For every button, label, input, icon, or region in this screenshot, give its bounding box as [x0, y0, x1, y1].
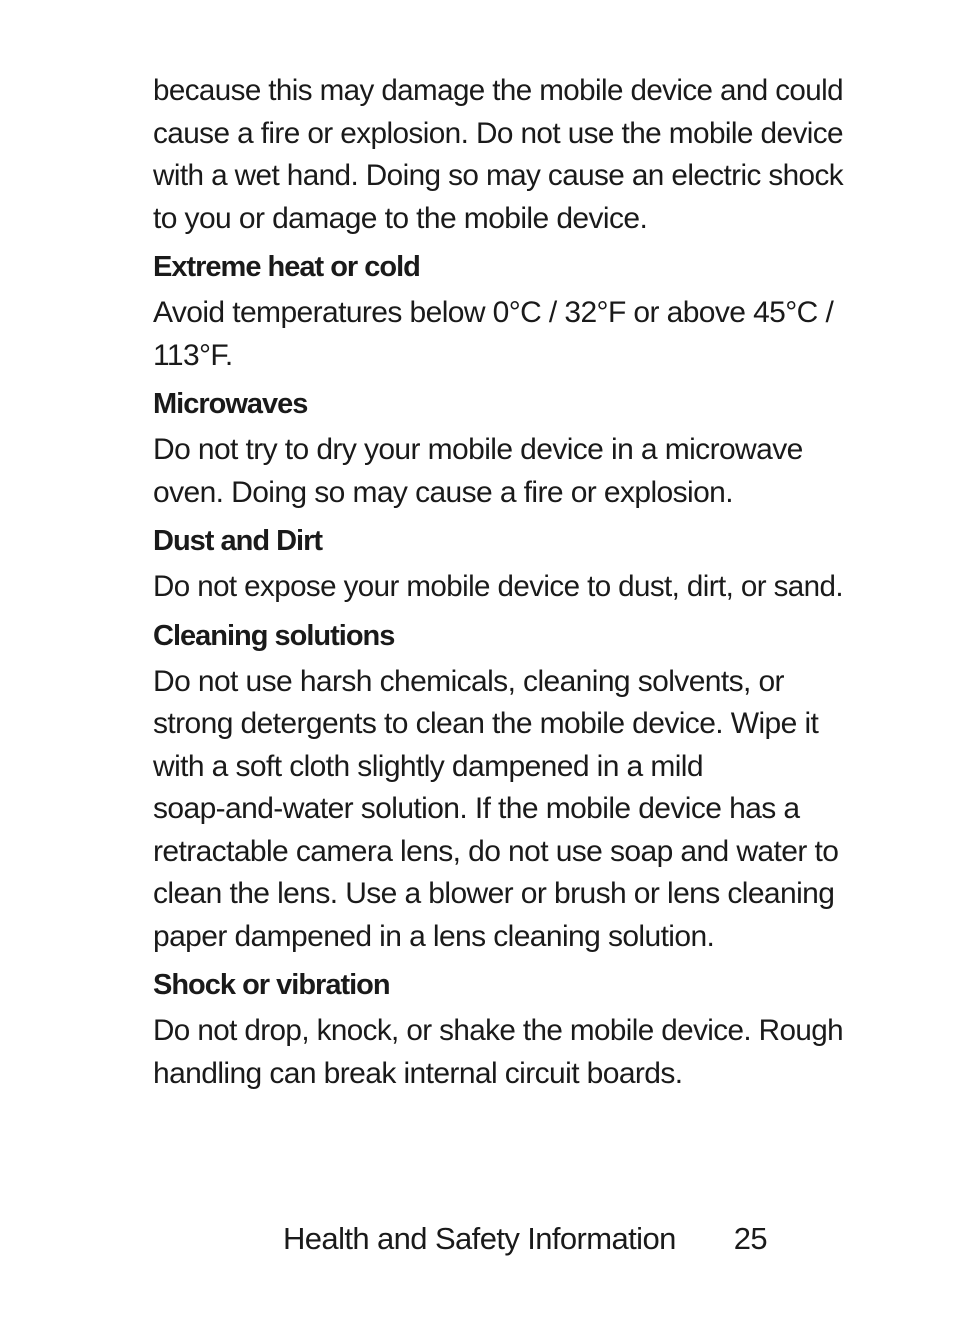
- paragraph-line: strong detergents to clean the mobile device. Wipe it: [153, 707, 819, 740]
- paragraph-line: cause a fire or explosion. Do not use the mobile device: [153, 116, 843, 150]
- section-paragraph-cleaning-solutions: [153, 661, 853, 959]
- section-heading-shock-or-vibration: Shock or vibration: [153, 969, 390, 1001]
- paragraph-line: to you or damage to the mobile device.: [153, 201, 648, 235]
- page-number: 25: [733, 1221, 768, 1256]
- section-paragraph-extreme-heat-or-cold: [153, 292, 853, 377]
- paragraph-line: retractable camera lens, do not use soap and water to: [153, 834, 839, 868]
- paragraph-line: Do not expose your mobile device to dust, dirt, or sand.: [153, 570, 843, 603]
- section-paragraph-microwaves: [153, 429, 853, 514]
- paragraph-line: oven. Doing so may cause a fire or explosion.: [153, 475, 733, 509]
- section-paragraph-shock-or-vibration: [153, 1010, 853, 1095]
- paragraph-line: soap-and-water solution. If the mobile device has a: [153, 792, 800, 825]
- section-heading-dust-and-dirt: Dust and Dirt: [153, 525, 323, 557]
- section-heading-cleaning-solutions: Cleaning solutions: [153, 619, 395, 652]
- paragraph-line: clean the lens. Use a blower or brush or lens cleaning: [153, 877, 835, 910]
- paragraph-line: paper dampened in a lens cleaning solution.: [153, 919, 715, 953]
- paragraph-line: with a wet hand. Doing so may cause an electric shock: [153, 159, 844, 192]
- paragraph-line: because this may damage the mobile device and could: [153, 74, 843, 107]
- paragraph-line: Do not try to dry your mobile device in a microwave: [153, 433, 803, 466]
- page-footer: [283, 1218, 767, 1260]
- paragraph-line: Do not use harsh chemicals, cleaning solvents, or: [153, 664, 784, 698]
- intro-paragraph: [153, 70, 853, 240]
- paragraph-line: handling can break internal circuit boards.: [153, 1056, 683, 1090]
- section-heading-microwaves: Microwaves: [153, 388, 308, 420]
- footer-section-title: Health and Safety Information: [283, 1221, 676, 1256]
- section-heading-extreme-heat-or-cold: Extreme heat or cold: [153, 251, 420, 283]
- paragraph-line: Do not drop, knock, or shake the mobile device. Rough: [153, 1014, 844, 1047]
- page-body: [153, 70, 853, 1095]
- paragraph-line: Avoid temperatures below 0°C / 32°F or above 45°C /: [153, 296, 834, 329]
- paragraph-line: 113°F.: [153, 338, 233, 372]
- section-paragraph-dust-and-dirt: [153, 566, 853, 609]
- paragraph-line: with a soft cloth slightly dampened in a mild: [153, 749, 703, 783]
